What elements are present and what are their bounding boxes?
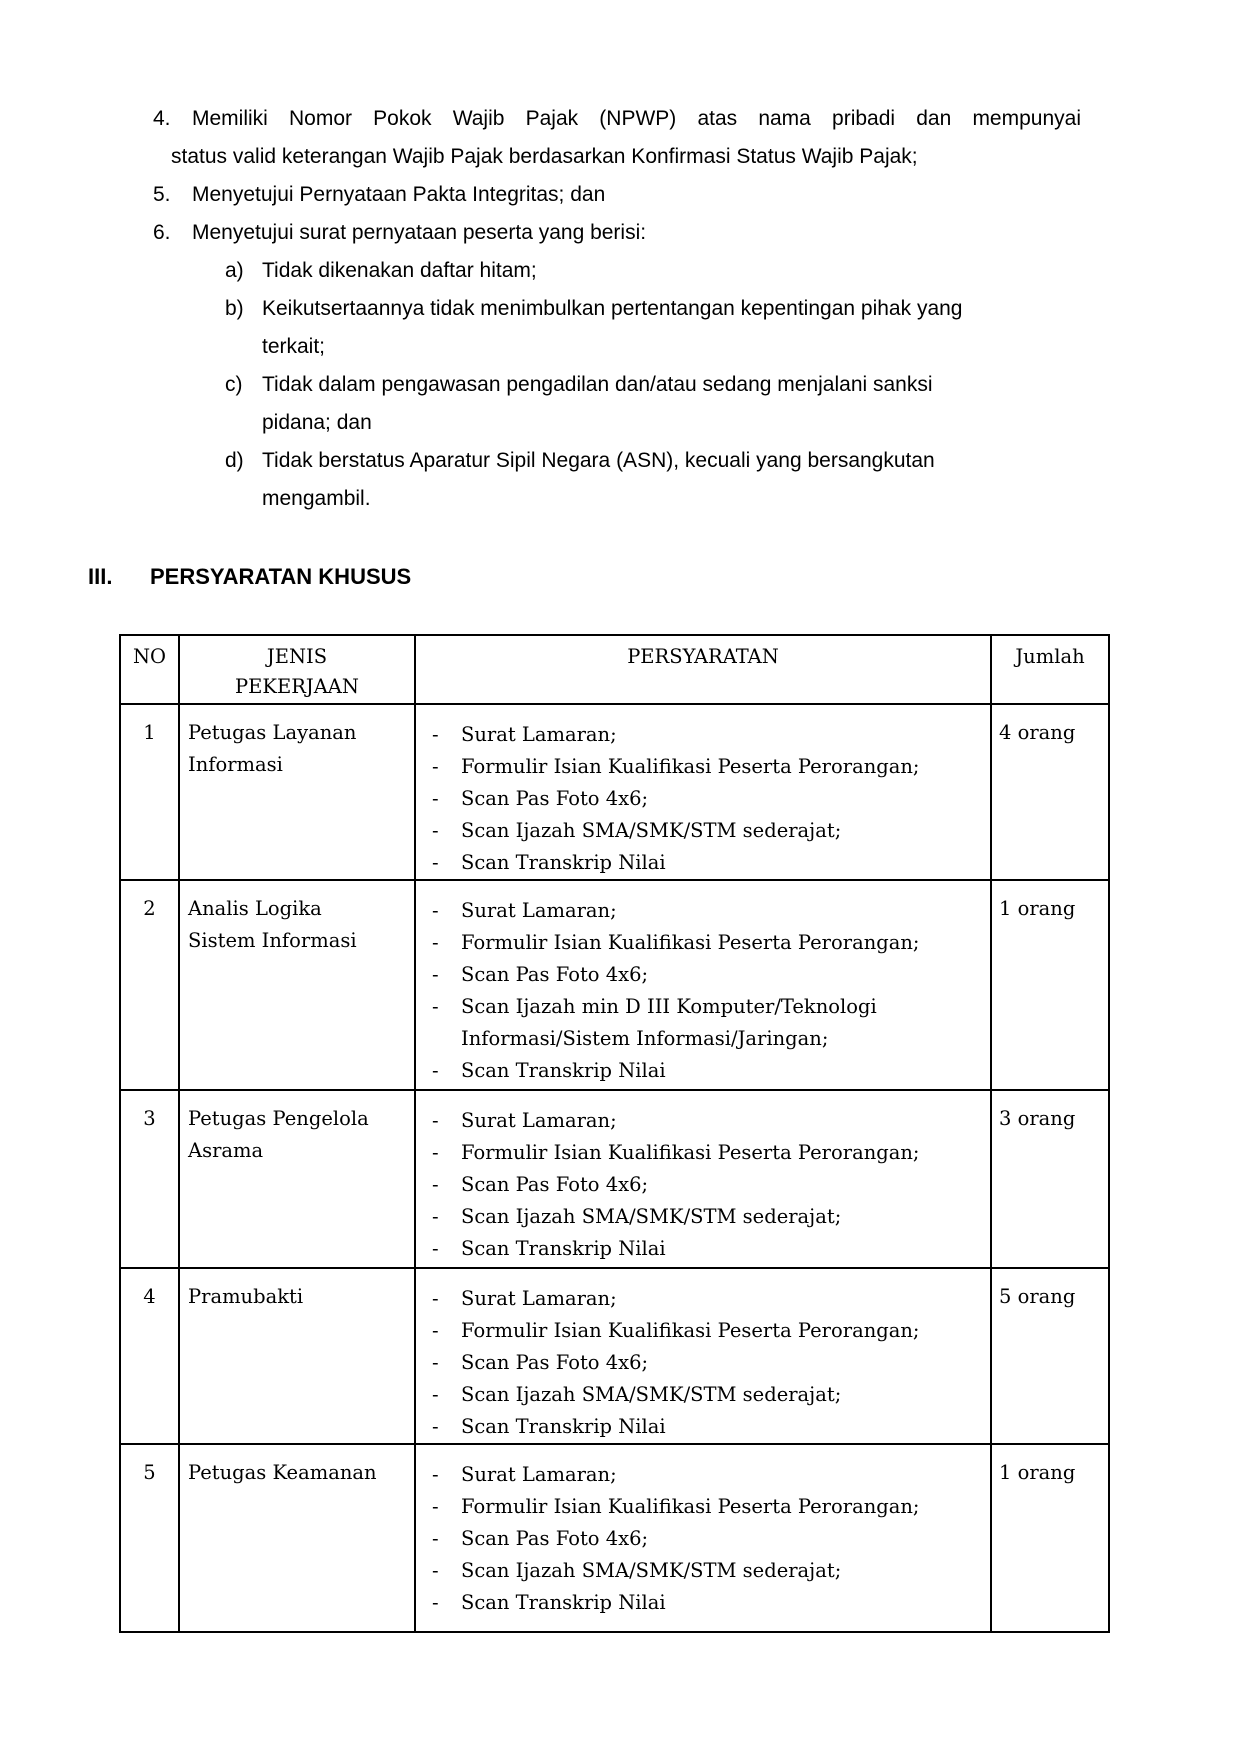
requirement-item bbox=[432, 1411, 982, 1443]
bullet-dash: - bbox=[432, 787, 439, 810]
cell-persyaratan bbox=[415, 1090, 991, 1268]
requirement-text: Surat Lamaran; bbox=[461, 1109, 617, 1132]
section-heading bbox=[88, 562, 1241, 592]
bullet-dash: - bbox=[432, 1237, 439, 1260]
cell-jenis-pekerjaan bbox=[179, 704, 415, 880]
requirement-text: Surat Lamaran; bbox=[461, 1287, 617, 1310]
cell-persyaratan bbox=[415, 1444, 991, 1632]
requirement-text: Scan Transkrip Nilai bbox=[461, 1415, 666, 1438]
cell-jumlah: 3 orang bbox=[991, 1090, 1109, 1268]
requirement-text: Scan Transkrip Nilai bbox=[461, 851, 666, 874]
table-header-row bbox=[120, 635, 1109, 704]
sub-item-text: Keikutsertaannya tidak menimbulkan pertentangan kepentingan pihak yang bbox=[262, 297, 963, 320]
cell-persyaratan bbox=[415, 880, 991, 1090]
list-item-6 bbox=[153, 214, 1081, 252]
requirement-item bbox=[432, 927, 982, 959]
bullet-dash: - bbox=[432, 1495, 439, 1518]
cell-no: 1 bbox=[120, 704, 179, 880]
requirement-text: Scan Pas Foto 4x6; bbox=[461, 1351, 649, 1374]
general-requirements-list bbox=[153, 100, 1081, 518]
cell-no: 5 bbox=[120, 1444, 179, 1632]
sub-item-marker: d) bbox=[225, 449, 244, 472]
jenis-line: Pramubakti bbox=[188, 1285, 304, 1308]
bullet-dash: - bbox=[432, 1463, 439, 1486]
requirement-text: Formulir Isian Kualifikasi Peserta Perorangan; bbox=[461, 1319, 920, 1342]
cell-persyaratan bbox=[415, 1268, 991, 1444]
requirement-text: Scan Transkrip Nilai bbox=[461, 1059, 666, 1082]
requirement-item bbox=[432, 1379, 982, 1411]
bullet-dash: - bbox=[432, 755, 439, 778]
requirement-item bbox=[432, 1055, 982, 1087]
cell-no: 3 bbox=[120, 1090, 179, 1268]
sub-list-item-d bbox=[153, 442, 1081, 518]
list-item-text: Memiliki Nomor Pokok Wajib Pajak (NPWP) atas nama pribadi dan mempunyai bbox=[192, 107, 1081, 130]
jenis-line: Sistem Informasi bbox=[188, 929, 357, 952]
requirement-text: Scan Ijazah SMA/SMK/STM sederajat; bbox=[461, 1205, 842, 1228]
cell-persyaratan bbox=[415, 704, 991, 880]
requirement-text: Scan Pas Foto 4x6; bbox=[461, 787, 649, 810]
header-jenis-pekerjaan: JENIS PEKERJAAN bbox=[179, 635, 415, 704]
list-item-marker: 4. bbox=[153, 107, 171, 130]
requirement-item bbox=[432, 1555, 982, 1587]
sub-item-text: mengambil. bbox=[262, 487, 371, 510]
table-row-3 bbox=[120, 1090, 1109, 1268]
requirement-text: Surat Lamaran; bbox=[461, 1463, 617, 1486]
requirement-item bbox=[432, 1233, 982, 1265]
bullet-dash: - bbox=[432, 819, 439, 842]
list-item-marker: 6. bbox=[153, 221, 171, 244]
table-row-1 bbox=[120, 704, 1109, 880]
cell-jenis-pekerjaan bbox=[179, 1444, 415, 1632]
bullet-dash: - bbox=[432, 1287, 439, 1310]
cell-no: 4 bbox=[120, 1268, 179, 1444]
requirement-item bbox=[432, 1201, 982, 1233]
requirement-item bbox=[432, 1347, 982, 1379]
requirements-table bbox=[119, 634, 1110, 1633]
requirement-item bbox=[432, 751, 982, 783]
header-jumlah: Jumlah bbox=[991, 635, 1109, 704]
sub-item-text: terkait; bbox=[262, 335, 326, 358]
cell-no: 2 bbox=[120, 880, 179, 1090]
requirement-item bbox=[432, 959, 982, 991]
requirement-item bbox=[432, 815, 982, 847]
list-item-marker: 5. bbox=[153, 183, 171, 206]
requirement-item bbox=[432, 847, 982, 879]
bullet-dash: - bbox=[432, 723, 439, 746]
sub-item-marker: a) bbox=[225, 259, 244, 282]
requirement-item bbox=[432, 1283, 982, 1315]
table-row-4 bbox=[120, 1268, 1109, 1444]
requirement-item bbox=[432, 1459, 982, 1491]
jenis-line: Informasi bbox=[188, 753, 283, 776]
bullet-dash: - bbox=[432, 851, 439, 874]
cell-jenis-pekerjaan bbox=[179, 1268, 415, 1444]
requirement-text: Surat Lamaran; bbox=[461, 723, 617, 746]
cell-jenis-pekerjaan bbox=[179, 880, 415, 1090]
jenis-line: Asrama bbox=[188, 1139, 264, 1162]
list-item-4 bbox=[153, 100, 1081, 176]
cell-jumlah: 1 orang bbox=[991, 1444, 1109, 1632]
bullet-dash: - bbox=[432, 1383, 439, 1406]
list-item-5 bbox=[153, 176, 1081, 214]
section-number: III. bbox=[88, 564, 113, 589]
requirement-item bbox=[432, 1587, 982, 1619]
requirement-item bbox=[432, 1315, 982, 1347]
bullet-dash: - bbox=[432, 1559, 439, 1582]
jenis-line: Petugas Keamanan bbox=[188, 1461, 377, 1484]
bullet-dash: - bbox=[432, 1109, 439, 1132]
bullet-dash: - bbox=[432, 995, 439, 1018]
cell-jumlah: 5 orang bbox=[991, 1268, 1109, 1444]
cell-jumlah: 1 orang bbox=[991, 880, 1109, 1090]
requirement-text: Scan Transkrip Nilai bbox=[461, 1591, 666, 1614]
requirement-item bbox=[432, 1137, 982, 1169]
list-item-text: Menyetujui Pernyataan Pakta Integritas; dan bbox=[192, 183, 606, 206]
header-no: NO bbox=[120, 635, 179, 704]
jenis-line: Analis Logika bbox=[188, 897, 322, 920]
requirement-text: Formulir Isian Kualifikasi Peserta Perorangan; bbox=[461, 1141, 920, 1164]
requirement-item bbox=[432, 1491, 982, 1523]
bullet-dash: - bbox=[432, 963, 439, 986]
requirement-item bbox=[432, 719, 982, 751]
requirement-text: Formulir Isian Kualifikasi Peserta Perorangan; bbox=[461, 931, 920, 954]
header-persyaratan: PERSYARATAN bbox=[415, 635, 991, 704]
requirement-text: Scan Pas Foto 4x6; bbox=[461, 963, 649, 986]
jenis-line: Petugas Pengelola bbox=[188, 1107, 369, 1130]
requirement-item bbox=[432, 1523, 982, 1555]
bullet-dash: - bbox=[432, 1319, 439, 1342]
requirement-item bbox=[432, 895, 982, 927]
requirement-text: Formulir Isian Kualifikasi Peserta Perorangan; bbox=[461, 755, 920, 778]
requirement-item bbox=[432, 1105, 982, 1137]
section-title: PERSYARATAN KHUSUS bbox=[150, 564, 412, 589]
sub-list-item-b bbox=[153, 290, 1081, 366]
bullet-dash: - bbox=[432, 1351, 439, 1374]
requirement-text: Scan Ijazah SMA/SMK/STM sederajat; bbox=[461, 819, 842, 842]
table-row-5 bbox=[120, 1444, 1109, 1632]
bullet-dash: - bbox=[432, 1059, 439, 1082]
jenis-line: Petugas Layanan bbox=[188, 721, 357, 744]
requirement-text: Scan Ijazah SMA/SMK/STM sederajat; bbox=[461, 1383, 842, 1406]
bullet-dash: - bbox=[432, 1141, 439, 1164]
requirement-item bbox=[432, 991, 982, 1055]
sub-item-text: pidana; dan bbox=[262, 411, 372, 434]
sub-list-item-c bbox=[153, 366, 1081, 442]
sub-list-item-a bbox=[153, 252, 1081, 290]
requirement-item bbox=[432, 1169, 982, 1201]
bullet-dash: - bbox=[432, 931, 439, 954]
requirement-text: Scan Ijazah SMA/SMK/STM sederajat; bbox=[461, 1559, 842, 1582]
sub-item-marker: b) bbox=[225, 297, 244, 320]
requirement-text: Scan Transkrip Nilai bbox=[461, 1237, 666, 1260]
requirement-text: Surat Lamaran; bbox=[461, 899, 617, 922]
bullet-dash: - bbox=[432, 1205, 439, 1228]
bullet-dash: - bbox=[432, 1415, 439, 1438]
requirement-text: Scan Ijazah min D III Komputer/Teknologi Informasi/Sistem Informasi/Jaringan; bbox=[461, 995, 877, 1050]
requirement-text: Scan Pas Foto 4x6; bbox=[461, 1527, 649, 1550]
requirement-item bbox=[432, 783, 982, 815]
bullet-dash: - bbox=[432, 899, 439, 922]
requirement-text: Scan Pas Foto 4x6; bbox=[461, 1173, 649, 1196]
cell-jumlah: 4 orang bbox=[991, 704, 1109, 880]
table-row-2 bbox=[120, 880, 1109, 1090]
sub-item-marker: c) bbox=[225, 373, 243, 396]
cell-jenis-pekerjaan bbox=[179, 1090, 415, 1268]
bullet-dash: - bbox=[432, 1527, 439, 1550]
list-item-text: Menyetujui surat pernyataan peserta yang berisi: bbox=[192, 221, 647, 244]
sub-item-text: Tidak dikenakan daftar hitam; bbox=[262, 259, 537, 282]
bullet-dash: - bbox=[432, 1591, 439, 1614]
list-item-text: status valid keterangan Wajib Pajak berdasarkan Konfirmasi Status Wajib Pajak; bbox=[171, 145, 918, 168]
bullet-dash: - bbox=[432, 1173, 439, 1196]
sub-item-text: Tidak dalam pengawasan pengadilan dan/atau sedang menjalani sanksi bbox=[262, 373, 933, 396]
sub-item-text: Tidak berstatus Aparatur Sipil Negara (ASN), kecuali yang bersangkutan bbox=[262, 449, 935, 472]
requirement-text: Formulir Isian Kualifikasi Peserta Perorangan; bbox=[461, 1495, 920, 1518]
